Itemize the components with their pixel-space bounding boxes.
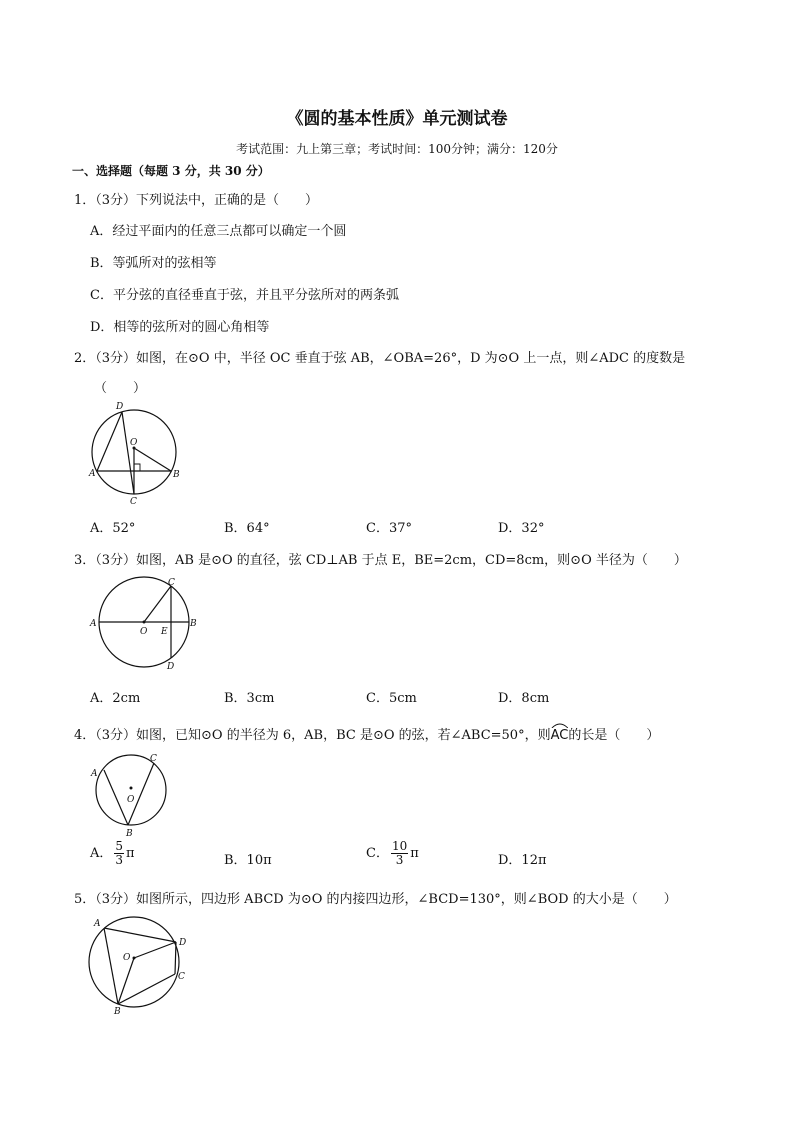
figure4-label-a: A: [91, 769, 98, 779]
question-1-option-c: C．平分弦的直径垂直于弦，并且平分弦所对的两条弧: [90, 288, 399, 303]
figure2-label-b: B: [173, 470, 180, 480]
question-5-figure: [86, 912, 196, 1016]
question-4-option-d: D．12π: [498, 853, 547, 868]
figure5-label-c: C: [178, 972, 185, 982]
figure3-label-e: E: [161, 627, 168, 637]
question-3-option-b: B．3cm: [224, 691, 275, 706]
question-1-stem: 1．（3分）下列说法中，正确的是（ ）: [74, 193, 319, 208]
arc-ac: [551, 728, 569, 743]
exam-info: 考试范围：九上第三章；考试时间：100分钟；满分：120分: [236, 142, 558, 156]
question-2-option-a: A．52°: [90, 521, 136, 536]
question-4-stem-tail: 的长是（ ）: [568, 728, 660, 743]
figure5-label-d: D: [179, 938, 187, 948]
figure3-label-o: O: [140, 627, 148, 637]
question-4-stem: [74, 724, 659, 743]
figure3-label-c: C: [168, 578, 175, 588]
figure2-label-o: O: [130, 438, 138, 448]
figure2-label-a: A: [89, 469, 96, 479]
question-4-option-b: B．10π: [224, 853, 272, 868]
figure4-label-b: B: [126, 829, 133, 839]
question-4-figure: [86, 748, 176, 840]
question-3-figure: [84, 574, 204, 674]
figure3-label-a: A: [90, 619, 97, 629]
figure4-label-c: C: [150, 754, 157, 764]
question-3-option-c: C．5cm: [366, 691, 417, 706]
question-4-option-c: C． $\frac{10}{3}$ π: [366, 839, 419, 867]
figure2-label-c: C: [130, 497, 137, 507]
question-2-option-d: D．32°: [498, 521, 545, 536]
arc-label: AC: [550, 728, 569, 743]
question-1-option-d: D．相等的弦所对的圆心角相等: [90, 320, 270, 335]
question-5-stem: 5．（3分）如图所示，四边形 ABCD 为⊙O 的内接四边形，∠BCD=130°，则∠BOD 的大小是（ ）: [74, 892, 677, 907]
question-3-option-d: D．8cm: [498, 691, 550, 706]
question-2-figure: [84, 398, 194, 508]
arc-symbol: [551, 722, 569, 728]
fraction: $\frac{10}{3}$: [391, 839, 408, 867]
figure5-label-b: B: [114, 1007, 121, 1016]
question-2-answer-bracket: （ ）: [94, 381, 147, 396]
figure2-label-d: D: [116, 402, 124, 412]
section-heading: 一、选择题（每题 3 分，共 30 分）: [72, 164, 270, 178]
question-1-option-b: B．等弧所对的弦相等: [90, 256, 217, 271]
question-3-stem: 3．（3分）如图，AB 是⊙O 的直径，弦 CD⊥AB 于点 E，BE=2cm，CD=8cm，则⊙O 半径为（ ）: [74, 553, 687, 568]
question-2-option-b: B．64°: [224, 521, 270, 536]
question-2-stem: 2．（3分）如图，在⊙O 中，半径 OC 垂直于弦 AB，∠OBA=26°，D 为⊙O 上一点，则∠ADC 的度数是: [74, 351, 686, 366]
question-2-option-c: C．37°: [366, 521, 412, 536]
figure3-label-b: B: [190, 619, 197, 629]
figure3-label-d: D: [167, 662, 175, 672]
question-4-option-a: A． $\frac{5}{3}$ π: [90, 839, 135, 867]
figure4-label-o: O: [127, 795, 135, 805]
question-1-option-a: A．经过平面内的任意三点都可以确定一个圆: [90, 224, 347, 239]
fraction: $\frac{5}{3}$: [115, 839, 124, 867]
question-3-option-a: A．2cm: [90, 691, 141, 706]
question-4-stem-text: 4．（3分）如图，已知⊙O 的半径为 6，AB，BC 是⊙O 的弦，若∠ABC=50°，则: [74, 728, 551, 743]
figure5-label-a: A: [94, 919, 101, 929]
figure5-label-o: O: [123, 953, 131, 963]
page-title: 《圆的基本性质》单元测试卷: [286, 109, 508, 129]
